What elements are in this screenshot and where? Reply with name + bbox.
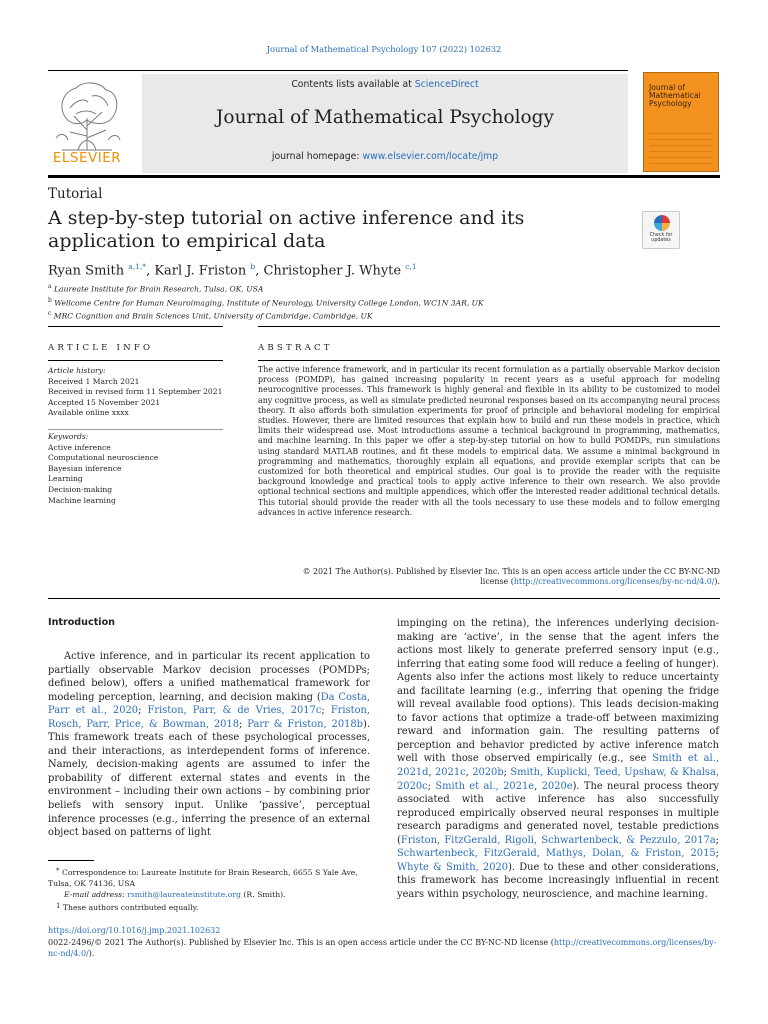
affiliation-sup: c: [48, 310, 52, 318]
keywords: [48, 432, 226, 506]
author-affil-sup[interactable]: a,1,*: [128, 262, 147, 271]
citation-link[interactable]: Whyte & Smith, 2020: [397, 861, 509, 873]
body-text: ;: [239, 718, 248, 730]
citation-link[interactable]: Friston, Parr, & de Vries, 2017c: [147, 705, 322, 717]
body-text: ,: [465, 767, 473, 779]
abstract-bottom-rule: [48, 598, 720, 599]
body-column-right: [397, 617, 719, 901]
keyword-item: Learning: [48, 474, 83, 484]
equal-contribution-footnote: [48, 901, 370, 913]
abstract-copyright-line: © 2021 The Author(s). Published by Elsevier Inc. This is an open access article under the CC BY-NC-ND: [302, 567, 720, 576]
keyword-item: Decision-making: [48, 484, 113, 494]
author-affil-sup[interactable]: b: [250, 262, 256, 271]
history-label: Article history:: [48, 366, 106, 375]
info-head-rule: [48, 360, 223, 361]
elsevier-tree-logo-icon: [48, 78, 126, 156]
abstract-top-rule: [258, 326, 720, 327]
author-affil-sup[interactable]: c,1: [405, 262, 417, 271]
affiliation-item: [48, 281, 484, 295]
info-top-rule: [48, 326, 223, 327]
body-text: ;: [138, 705, 148, 717]
keywords-rule: [48, 429, 223, 430]
affiliation-text: Wellcome Centre for Human Neuroimaging, Institute of Neurology, University College London, WC1N 3AR, UK: [54, 298, 484, 308]
affiliation-text: MRC Cognition and Brain Sciences Unit, University of Cambridge, Cambridge, UK: [53, 311, 373, 321]
introduction-heading: Introduction: [48, 617, 115, 628]
citation-link[interactable]: Smith, Kuplicki, Teed, Upshaw, & Khalsa, 2020c: [397, 767, 720, 792]
sciencedirect-link[interactable]: ScienceDirect: [414, 79, 479, 90]
citation-link[interactable]: 2021c: [434, 767, 466, 779]
citation-link[interactable]: Friston, FitzGerald, Rigoli, Schwartenbeck, & Pezzulo, 2017a: [400, 834, 716, 846]
body-text: Active inference, and in particular its recent application to partially observable Markov decision processes (POMDPs; defined below), offers a unified mathematical framework for modeling perception, learning, and decision making (: [48, 651, 370, 703]
footnote-mark: *: [56, 867, 60, 875]
abstract-license-end: ).: [714, 577, 720, 587]
keyword-item: Computational neuroscience: [48, 453, 159, 463]
body-text: ). The neural process theory associated with active inference has also successfully reproduced empirically observed neural responses in multiple research paradigms and generated novel, testable predictions (: [397, 780, 719, 846]
body-text: impinging on the retina), the inferences underlying decision-making are ‘active’, in the sense that the agent infers the actions most likely to generate preferred sensory input (e.g., inferring that eating some food will reduce a feeling of hunger). Agents also infer the actions most likely to reduce uncertainty and facilitate learning (e.g., inferring that opening the fridge will reveal available food options). This leads decision-making to favor actions that optimize a trade-off between maximizing reward and information gain. The resulting patterns of perception and behavior predicted by active inference match well with those observed empirically (e.g., see: [397, 618, 719, 765]
abstract-head-rule: [258, 360, 720, 361]
abstract-text: The active inference framework, and in particular its recent formulation as a partially observable Markov decision process (POMDP), has gained increasing popularity in recent years as a useful approach for modeling neurocognitive processes. This framework is highly general and flexible in its ability to be customized to model any cognitive process, as well as simulate predicted neuronal responses based on its accompanying neural process theory. It also affords both simulation experiments for proof of principle and behavioral modeling for empirical studies. However, there are limited resources that explain how to build and run these models in practice, which limits their widespread use. Most introductions assume a technical background in programming, mathematics, and machine learning. In this paper we offer a step-by-step tutorial on how to build POMDPs, run simulations using standard MATLAB routines, and fit these models to empirical data. We assume a minimal background in programming and mathematics, thoroughly explain all equations, and provide exemplar scripts that can be customized for both theoretical and empirical studies. Our goal is to provide the reader with the requisite background knowledge and practical tools to apply active inference to their own research. We also provide optional technical sections and multiple appendices, which offer the interested reader additional technical details. This tutorial should provide the reader with all the tools necessary to use these models and to follow emerging advances in active inference research.: [258, 365, 720, 517]
keyword-item: Machine learning: [48, 495, 116, 505]
history-item: Available online xxxx: [48, 408, 129, 418]
contents-prefix: Contents lists available at: [291, 79, 412, 90]
affiliation-list: [48, 281, 484, 322]
journal-title: Journal of Mathematical Psychology: [216, 107, 554, 128]
body-text: ;: [503, 767, 511, 779]
header-thick-rule: [48, 175, 720, 178]
author-name[interactable]: Ryan Smith: [48, 263, 125, 279]
email-label: E-mail address:: [64, 890, 125, 900]
citation-link[interactable]: Smith et al., 2021e: [435, 780, 535, 792]
body-text: ;: [715, 834, 719, 846]
body-column-left: [48, 650, 370, 840]
correspondence-footnote: [48, 866, 370, 889]
affiliation-text: Laureate Institute for Brain Research, Tulsa, OK, USA: [54, 284, 264, 294]
body-text: ,: [428, 767, 435, 779]
article-type: Tutorial: [48, 186, 103, 202]
author-list: Ryan Smith $^{a,1,*}$, Karl J. Friston $^b$, Christopher J. Whyte $^{c,1}$: [48, 262, 417, 279]
license-suffix: ).: [88, 949, 95, 959]
crossmark-icon: [654, 215, 670, 231]
affiliation-sup: b: [48, 296, 52, 304]
author-name[interactable]: Karl J. Friston: [154, 263, 247, 279]
doi-link[interactable]: https://doi.org/10.1016/j.jmp.2021.102632: [48, 926, 221, 935]
header-top-rule: [48, 70, 628, 71]
footnotes: [48, 866, 370, 913]
homepage-line: [142, 151, 628, 162]
history-item: Received 1 March 2021: [48, 376, 140, 386]
article-info-heading: ARTICLE INFO: [48, 343, 154, 353]
citation-link[interactable]: Schwartenbeck, FitzGerald, Mathys, Dolan, & Friston, 2015: [397, 848, 716, 860]
abstract-license-line: [258, 577, 720, 587]
article-title: A step-by-step tutorial on active inference and its application to empirical data: [48, 207, 525, 252]
abstract-license-word: license (: [480, 577, 514, 587]
citation-link[interactable]: Friston, Rosch, Parr, Price, & Bowman, 2018: [48, 705, 371, 730]
correspondence-text: Correspondence to: Laureate Institute for Brain Research, 6655 S Yale Ave, Tulsa, OK 74136, USA: [48, 868, 358, 889]
affiliation-item: [48, 295, 484, 309]
email-link[interactable]: rsmith@laureateinstitute.org: [127, 890, 241, 900]
body-text: ). This framework treats each of these psychological processes, and their interactions, as interdependent forms of inference. Namely, decision-making agents are assumed to infer the probability of different external states and events in the environment – including their own actions – by combining prior beliefs with sensory input. Unlike ‘passive’, perceptual inference processes (e.g., inferring the presence of an external object based on patterns of light: [48, 718, 370, 839]
check-for-updates-button[interactable]: [642, 211, 680, 249]
cover-title: Journal of Mathematical Psychology: [649, 83, 701, 109]
elsevier-wordmark: ELSEVIER: [52, 150, 122, 166]
history-item: Accepted 15 November 2021: [48, 397, 161, 407]
body-text: ;: [321, 705, 331, 717]
license-prefix: 0022-2496/© 2021 The Author(s). Published by Elsevier Inc. This is an open access article under the CC BY-NC-ND license (: [48, 938, 554, 947]
homepage-link[interactable]: www.elsevier.com/locate/jmp: [362, 151, 499, 162]
journal-citation[interactable]: Journal of Mathematical Psychology 107 (2022) 102632: [266, 44, 502, 54]
license-link[interactable]: http://creativecommons.org/licenses/by-nc-nd/4.0/: [48, 938, 717, 959]
keyword-item: Bayesian inference: [48, 463, 122, 473]
body-text: ). Due to these and other considerations, this framework has become increasingly influential in recent years within psychology, neuroscience, and machine learning.: [397, 861, 720, 900]
email-suffix: (R. Smith).: [243, 890, 286, 900]
body-text: ,: [534, 780, 542, 792]
keywords-label: Keywords:: [48, 432, 89, 441]
affiliation-sup: a: [48, 283, 52, 290]
affiliation-item: [48, 308, 484, 322]
abstract-copyright: [258, 567, 720, 587]
footnote-rule: [48, 860, 94, 861]
email-footnote: [48, 889, 370, 900]
citation-link[interactable]: Smith et al., 2021d: [397, 753, 719, 779]
body-text: ;: [715, 848, 719, 860]
crossmark-label: Check for updates: [649, 233, 673, 244]
abstract-heading: ABSTRACT: [258, 343, 333, 353]
author-name[interactable]: Christopher J. Whyte: [263, 263, 402, 279]
history-item: Received in revised form 11 September 2021: [48, 387, 223, 397]
article-history: [48, 366, 226, 419]
citation-link[interactable]: 2020b: [472, 767, 504, 779]
body-text: ;: [427, 780, 436, 792]
abstract-license-link[interactable]: http://creativecommons.org/licenses/by-nc-nd/4.0/: [513, 577, 715, 587]
citation-link[interactable]: Da Costa, Parr et al., 2020: [48, 691, 370, 717]
cover-decoration: [649, 128, 713, 168]
citation-link[interactable]: 2020e: [541, 780, 573, 792]
keyword-item: Active inference: [48, 442, 111, 452]
license-line: [48, 937, 720, 960]
contents-line: [142, 79, 628, 90]
journal-cover-thumbnail[interactable]: [643, 72, 719, 172]
equal-contribution-text: These authors contributed equally.: [62, 902, 199, 912]
citation-link[interactable]: Parr & Friston, 2018b: [247, 718, 363, 730]
footnote-mark: 1: [56, 901, 61, 910]
homepage-prefix: journal homepage:: [271, 151, 360, 162]
